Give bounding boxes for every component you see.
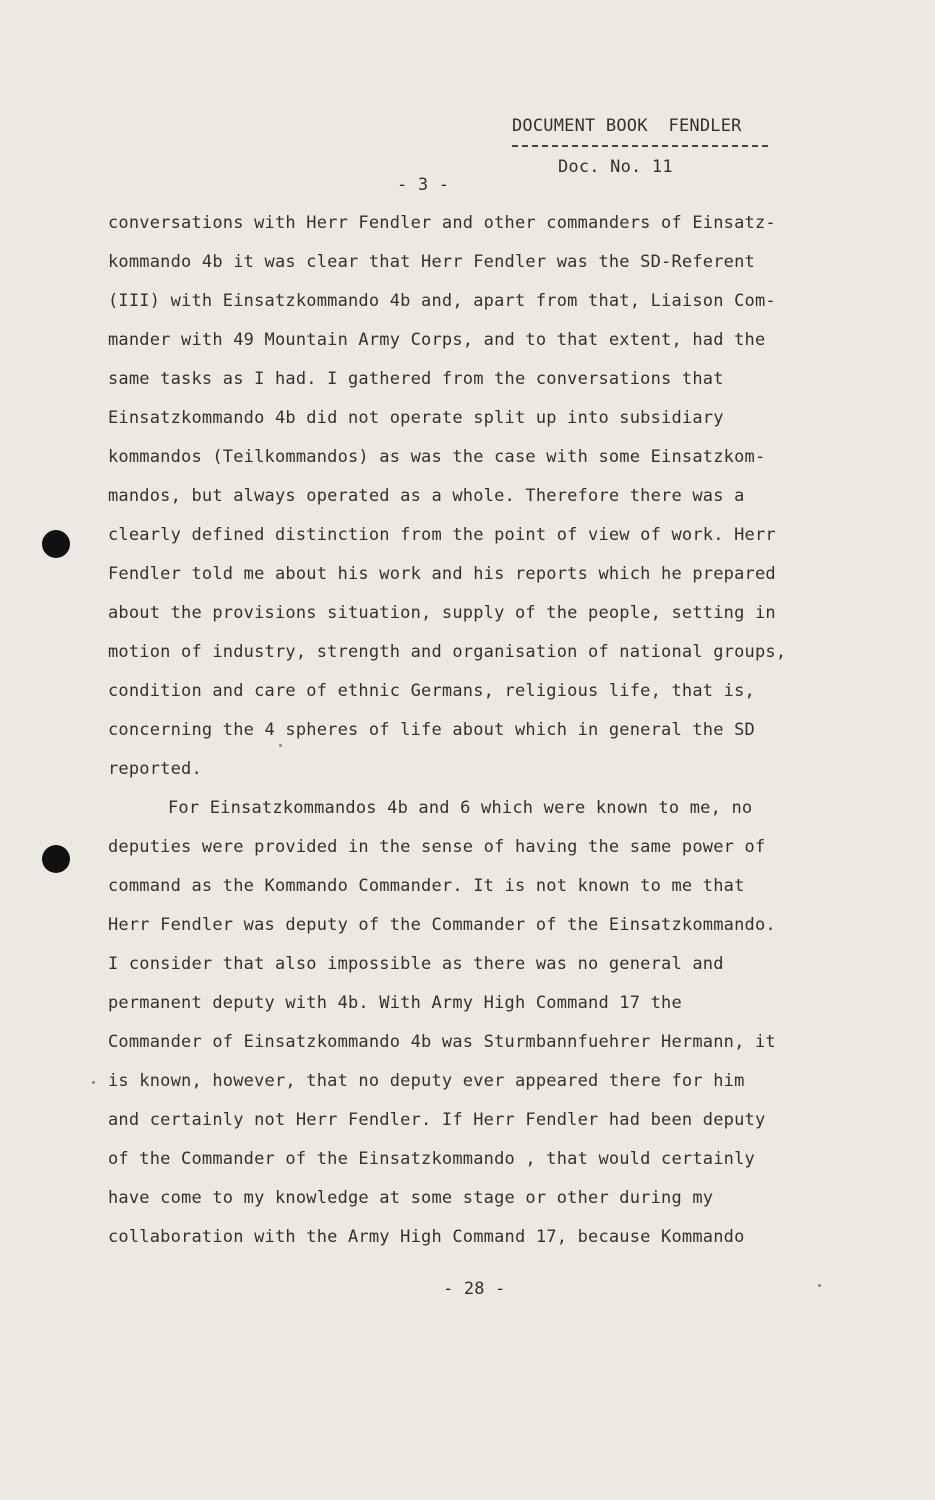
body-line: collaboration with the Army High Command 17, because Kommando (108, 1227, 745, 1247)
header-underline (512, 145, 768, 147)
body-line: have come to my knowledge at some stage or other during my (108, 1188, 714, 1208)
body-line: (III) with Einsatzkommando 4b and, apart from that, Liaison Com- (108, 291, 776, 311)
body-line: kommando 4b it was clear that Herr Fendler was the SD-Referent (108, 252, 755, 272)
document-body (108, 211, 868, 1264)
body-line: mandos, but always operated as a whole. Therefore there was a (108, 486, 745, 506)
body-line: about the provisions situation, supply of the people, setting in (108, 603, 776, 623)
body-line: deputies were provided in the sense of having the same power of (108, 837, 766, 857)
body-line: kommandos (Teilkommandos) as was the case with some Einsatzkom- (108, 447, 766, 467)
paper-speck (818, 1284, 821, 1287)
body-line: and certainly not Herr Fendler. If Herr Fendler had been deputy (108, 1110, 766, 1130)
punch-hole (42, 530, 70, 558)
footer-page-number: - 28 - (443, 1279, 506, 1299)
body-line: I consider that also impossible as there was no general and (108, 954, 724, 974)
body-line: condition and care of ethnic Germans, religious life, that is, (108, 681, 755, 701)
body-line: concerning the 4 spheres of life about which in general the SD (108, 720, 755, 740)
body-line: Herr Fendler was deputy of the Commander of the Einsatzkommando. (108, 915, 776, 935)
body-line: Fendler told me about his work and his reports which he prepared (108, 564, 776, 584)
body-line: Commander of Einsatzkommando 4b was Sturmbannfuehrer Hermann, it (108, 1032, 776, 1052)
body-line: same tasks as I had. I gathered from the conversations that (108, 369, 724, 389)
body-line: is known, however, that no deputy ever appeared there for him (108, 1071, 745, 1091)
body-line: of the Commander of the Einsatzkommando , that would certainly (108, 1149, 755, 1169)
body-line: reported. (108, 759, 202, 779)
page-number: - 3 - (397, 175, 450, 195)
body-line: motion of industry, strength and organisation of national groups, (108, 642, 787, 662)
paper-speck (92, 1081, 95, 1084)
paragraph-start-line: For Einsatzkommandos 4b and 6 which were known to me, no (168, 798, 753, 818)
body-line: mander with 49 Mountain Army Corps, and to that extent, had the (108, 330, 766, 350)
body-line: clearly defined distinction from the point of view of work. Herr (108, 525, 776, 545)
body-line: command as the Kommando Commander. It is not known to me that (108, 876, 745, 896)
paper-speck (279, 744, 282, 747)
document-book-title: DOCUMENT BOOK FENDLER (512, 116, 742, 136)
document-number: Doc. No. 11 (558, 157, 673, 177)
body-line: permanent deputy with 4b. With Army High Command 17 the (108, 993, 682, 1013)
body-line: Einsatzkommando 4b did not operate split up into subsidiary (108, 408, 724, 428)
body-line: conversations with Herr Fendler and other commanders of Einsatz- (108, 213, 776, 233)
punch-hole (42, 845, 70, 873)
